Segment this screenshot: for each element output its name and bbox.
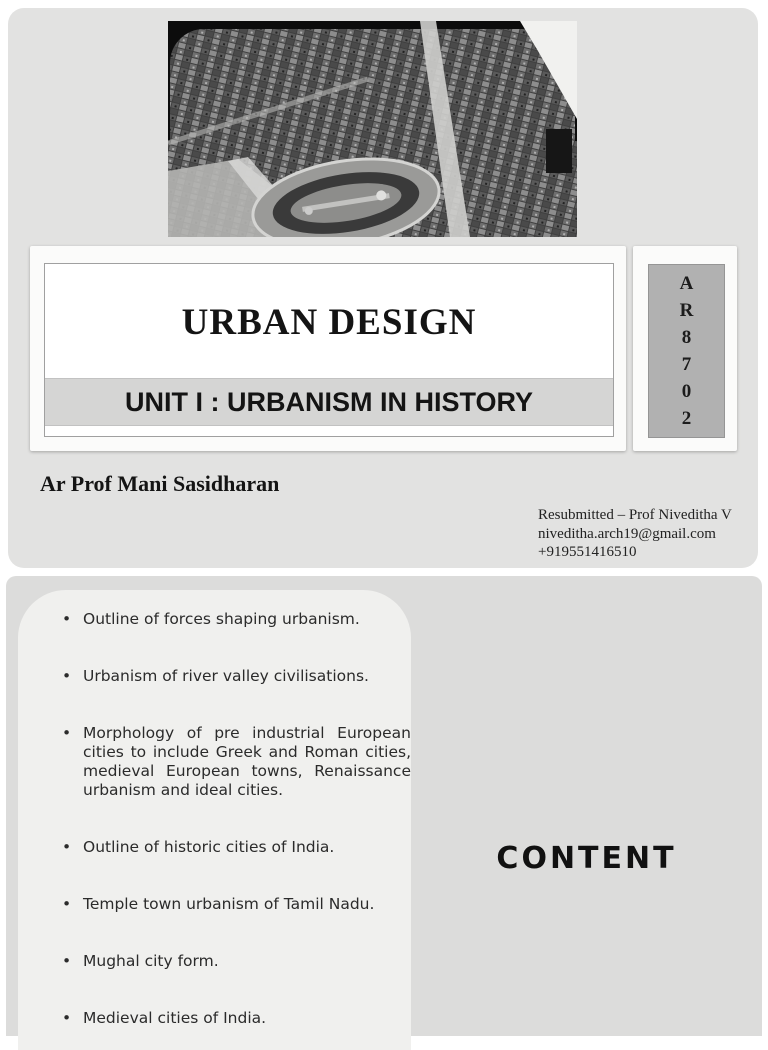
course-code-panel — [633, 246, 737, 451]
resubmission-line-1: Resubmitted – Prof Niveditha V — [538, 507, 732, 523]
unit-subtitle: UNIT I : URBANISM IN HISTORY — [45, 378, 613, 426]
aerial-city-photo — [168, 21, 577, 237]
list-item: • Medieval cities of India. — [83, 1009, 411, 1028]
course-code-letter: 7 — [681, 354, 692, 375]
slide-2-content-slide — [6, 576, 762, 1036]
resubmission-note — [538, 506, 732, 562]
course-code-letter: R — [679, 300, 694, 321]
resubmission-phone: +919551416510 — [538, 544, 637, 560]
slide-1-title-slide — [8, 8, 758, 568]
list-item: • Urbanism of river valley civilisations. — [83, 667, 411, 686]
list-item: • Morphology of pre industrial European cities to include Greek and Roman cities, medieval European towns, Renaissance urbanism and ideal cities. — [83, 724, 411, 800]
content-heading: CONTENT — [496, 841, 677, 876]
title-panel — [30, 246, 626, 451]
course-code-letter: 2 — [681, 408, 692, 429]
course-code-letter: A — [679, 273, 694, 294]
course-code-letter: 0 — [681, 381, 692, 402]
list-item: • Temple town urbanism of Tamil Nadu. — [83, 895, 411, 914]
author-name: Ar Prof Mani Sasidharan — [40, 471, 280, 496]
content-bullet-list — [18, 590, 411, 1028]
content-bullet-panel — [18, 590, 411, 1050]
presentation-title: URBAN DESIGN — [181, 301, 477, 343]
course-code-box — [648, 264, 725, 438]
list-item: • Mughal city form. — [83, 952, 411, 971]
course-code-letter: 8 — [681, 327, 692, 348]
resubmission-email: niveditha.arch19@gmail.com — [538, 525, 716, 542]
list-item: • Outline of historic cities of India. — [83, 838, 411, 857]
title-inner-box — [44, 263, 614, 437]
list-item: • Outline of forces shaping urbanism. — [83, 610, 411, 629]
